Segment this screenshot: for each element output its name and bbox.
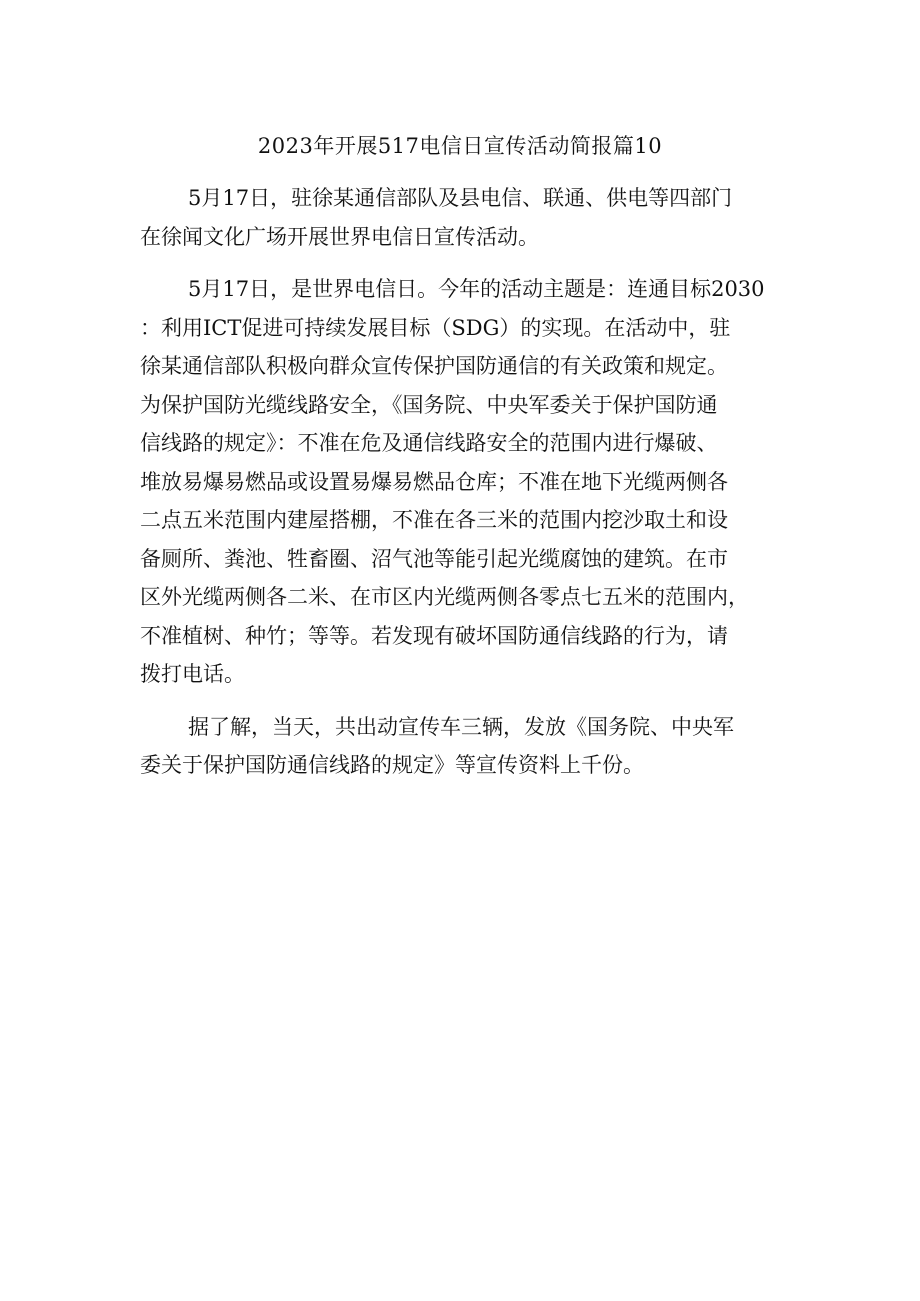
document-body: [140, 179, 800, 799]
paragraph-line: 堆放易爆易燃品或设置易爆易燃品仓库；不准在地下光缆两侧各: [140, 469, 728, 494]
paragraph-line: 备厕所、粪池、牲畜圈、沼气池等能引起光缆腐蚀的建筑。在市: [140, 546, 728, 571]
paragraph-line: 信线路的规定》：不准在危及通信线路安全的范围内进行爆破、: [140, 431, 718, 455]
paragraph-line: 5月17日，是世界电信日。今年的活动主题是：连通目标2030: [188, 277, 765, 301]
paragraph-line: 据了解，当天，共出动宣传车三辆，发放《国务院、中央军: [188, 714, 734, 739]
document-title: 2023年开展517电信日宣传活动简报篇10: [257, 134, 663, 158]
paragraph-line: 区外光缆两侧各二米、在市区内光缆两侧各零点七五米的范围内，: [140, 585, 749, 609]
paragraph-line: 委关于保护国防通信线路的规定》等宣传资料上千份。: [140, 753, 644, 777]
paragraph-line: ：利用ICT促进可持续发展目标（SDG）的实现。在活动中，驻: [140, 315, 731, 340]
paragraph-1: [140, 179, 800, 256]
paragraph-line: 不准植树、种竹；等等。若发现有破坏国防通信线路的行为，请: [140, 623, 728, 648]
paragraph-line: 拨打电话。: [140, 662, 245, 686]
paragraph-line: 在徐闻文化广场开展世界电信日宣传活动。: [140, 224, 539, 249]
paragraph-2: [140, 270, 800, 694]
paragraph-line: 为保护国防光缆线路安全，《国务院、中央军委关于保护国防通: [140, 392, 718, 417]
paragraph-line: 二点五米范围内建屋搭棚，不准在各三米的范围内挖沙取土和设: [140, 508, 728, 532]
paragraph-line: 5月17日，驻徐某通信部队及县电信、联通、供电等四部门: [188, 186, 733, 210]
paragraph-3: [140, 708, 800, 785]
paragraph-line: 徐某通信部队积极向群众宣传保护国防通信的有关政策和规定。: [140, 354, 728, 378]
